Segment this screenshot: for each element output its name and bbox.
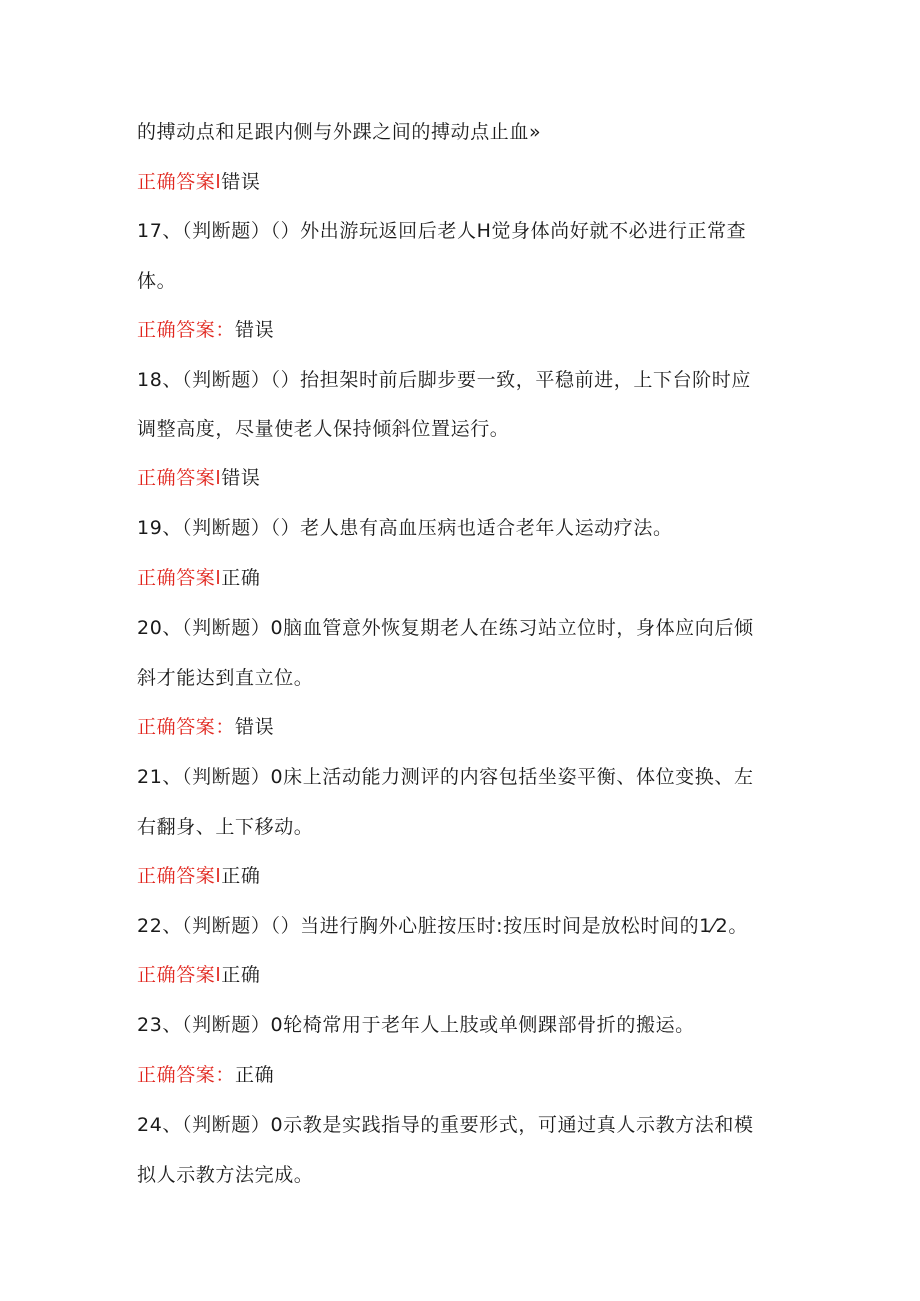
answer-label: 正确答案： [137, 1064, 236, 1086]
question-24-line-1: 24、（判断题）0示教是实践指导的重要形式，可通过真人示教方法和模 [137, 1114, 754, 1136]
question-17-line-2: 体。 [137, 270, 177, 292]
question-24-line-2: 拟人示教方法完成。 [137, 1164, 314, 1186]
answer-value: 正确 [221, 865, 261, 887]
answer-label: 正确答案l [137, 171, 222, 193]
question-20-line-2: 斜才能达到直立位。 [137, 667, 314, 689]
answer-line [137, 466, 260, 490]
question-20-line-1: 20、（判断题）0脑血管意外恢复期老人在练习站立位时，身体应向后倾 [137, 617, 754, 639]
question-19-line-1: 19、（判断题）（）老人患有高血压病也适合老年人运动疗法。 [137, 517, 673, 539]
answer-label: 正确答案： [137, 716, 236, 738]
question-21-line-2: 右翻身、上下移动。 [137, 816, 314, 838]
question-17-line-1: 17、（判断题）（）外出游玩返回后老人H觉身体尚好就不必进行正常查 [137, 220, 747, 242]
question-21-line-1: 21、（判断题）0床上活动能力测评的内容包括坐姿平衡、体位变换、左 [137, 766, 754, 788]
answer-label: 正确答案l [137, 865, 222, 887]
answer-line [137, 715, 274, 739]
answer-line [137, 566, 260, 590]
answer-line [137, 864, 260, 888]
answer-value: 错误 [235, 319, 275, 341]
answer-value: 错误 [235, 716, 275, 738]
question-23-line-1: 23、（判断题）0轮椅常用于老年人上肢或单侧踝部骨折的搬运。 [137, 1014, 695, 1036]
text-line: 的搏动点和足跟内侧与外踝之间的搏动点止血» [137, 121, 542, 143]
answer-label: 正确答案l [137, 567, 222, 589]
answer-value: 正确 [235, 1064, 275, 1086]
answer-line [137, 963, 260, 987]
answer-value: 错误 [221, 467, 261, 489]
answer-value: 正确 [221, 964, 261, 986]
answer-label: 正确答案： [137, 319, 236, 341]
question-22-line-1: 22、（判断题）（）当进行胸外心脏按压时:按压时间是放松时间的1⁄2。 [137, 915, 748, 937]
answer-line [137, 170, 260, 194]
answer-line [137, 1063, 274, 1087]
question-18-line-2: 调整高度，尽量使老人保持倾斜位置运行。 [137, 418, 510, 440]
answer-value: 错误 [221, 171, 261, 193]
answer-label: 正确答案l [137, 467, 222, 489]
answer-label: 正确答案l [137, 964, 222, 986]
question-18-line-1: 18、（判断题）（）抬担架时前后脚步要一致，平稳前进，上下台阶时应 [137, 369, 751, 391]
answer-line [137, 318, 274, 342]
answer-value: 正确 [221, 567, 261, 589]
